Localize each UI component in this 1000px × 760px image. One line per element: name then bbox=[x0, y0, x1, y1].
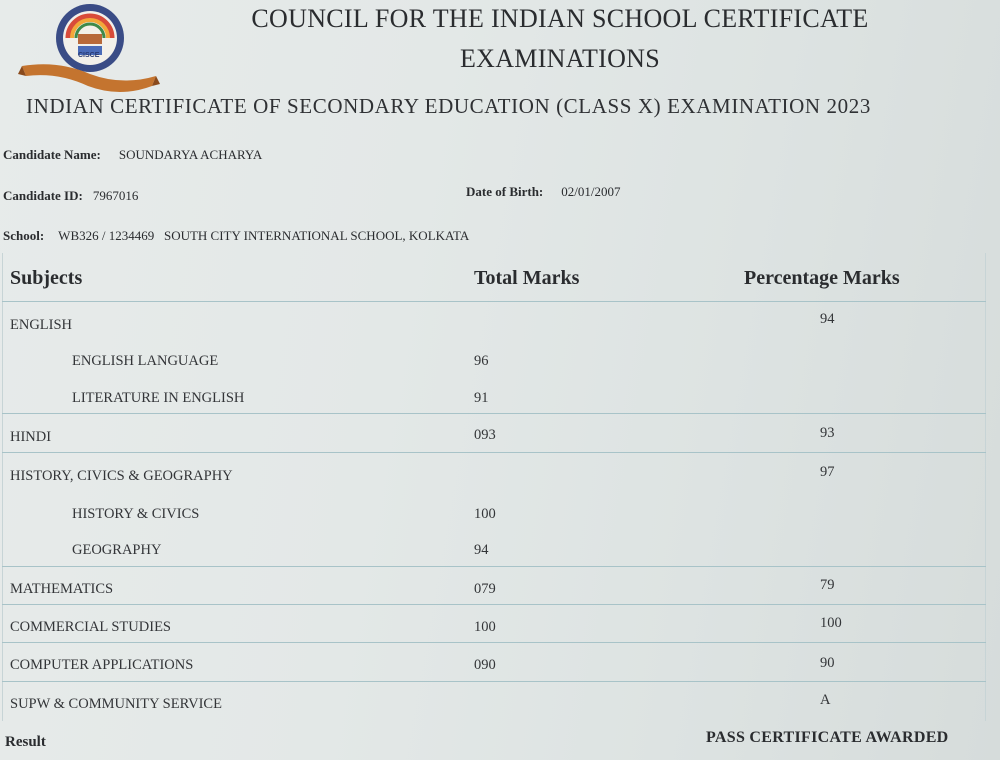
subject-name: MATHEMATICS bbox=[10, 581, 114, 597]
total-marks: 100 bbox=[474, 506, 496, 522]
dob-value: 02/01/2007 bbox=[561, 184, 621, 199]
percentage-marks: 94 bbox=[820, 311, 835, 327]
school-label: School: bbox=[3, 228, 45, 243]
logo-text: CISCE bbox=[78, 52, 100, 59]
total-marks: 91 bbox=[474, 390, 489, 406]
subject-name: ENGLISH bbox=[10, 317, 73, 333]
total-marks: 100 bbox=[474, 619, 496, 635]
header-percentage-marks: Percentage Marks bbox=[744, 267, 900, 289]
percentage-marks: 90 bbox=[820, 655, 835, 671]
subject-name: HISTORY, CIVICS & GEOGRAPHY bbox=[10, 468, 233, 484]
subject-name: HINDI bbox=[10, 429, 52, 445]
percentage-marks: 100 bbox=[820, 615, 842, 631]
candidate-name: SOUNDARYA ACHARYA bbox=[118, 147, 263, 162]
total-marks: 94 bbox=[474, 542, 489, 558]
header-subjects: Subjects bbox=[10, 267, 83, 289]
dob-label: Date of Birth: bbox=[466, 184, 544, 199]
result-value: PASS CERTIFICATE AWARDED bbox=[706, 729, 949, 746]
council-name-line1: COUNCIL FOR THE INDIAN SCHOOL CERTIFICATE bbox=[251, 4, 869, 33]
council-name-line2: EXAMINATIONS bbox=[459, 44, 661, 73]
percentage-marks: A bbox=[820, 692, 831, 708]
header-total-marks: Total Marks bbox=[474, 267, 580, 289]
table-header bbox=[2, 253, 986, 302]
total-marks: 96 bbox=[474, 353, 489, 369]
subject-name: COMPUTER APPLICATIONS bbox=[10, 657, 194, 673]
subject-name: HISTORY & CIVICS bbox=[72, 506, 200, 522]
marks-table bbox=[2, 253, 986, 721]
total-marks: 090 bbox=[474, 657, 496, 673]
subject-name: COMMERCIAL STUDIES bbox=[10, 619, 171, 635]
subject-name: SUPW & COMMUNITY SERVICE bbox=[10, 696, 222, 712]
percentage-marks: 79 bbox=[820, 577, 835, 593]
subject-name: ENGLISH LANGUAGE bbox=[72, 353, 219, 369]
percentage-marks: 97 bbox=[820, 464, 835, 480]
candidate-id: 7967016 bbox=[92, 188, 139, 203]
exam-title: INDIAN CERTIFICATE OF SECONDARY EDUCATION (CLASS X) EXAMINATION 2023 bbox=[26, 94, 871, 118]
result-label: Result bbox=[5, 734, 46, 750]
total-marks: 093 bbox=[474, 427, 496, 443]
subject-name: GEOGRAPHY bbox=[72, 542, 162, 558]
candidate-name-label: Candidate Name: bbox=[3, 147, 101, 162]
school-row bbox=[3, 228, 469, 244]
candidate-id-label: Candidate ID: bbox=[3, 188, 83, 203]
dob-row bbox=[466, 184, 621, 200]
school-value: WB326 / 1234469 SOUTH CITY INTERNATIONAL SCHOOL, KOLKATA bbox=[58, 228, 470, 243]
percentage-marks: 93 bbox=[820, 425, 835, 441]
subject-name: LITERATURE IN ENGLISH bbox=[72, 390, 245, 406]
total-marks: 079 bbox=[474, 581, 496, 597]
candidate-name-row bbox=[3, 147, 262, 163]
candidate-id-row bbox=[3, 188, 138, 204]
